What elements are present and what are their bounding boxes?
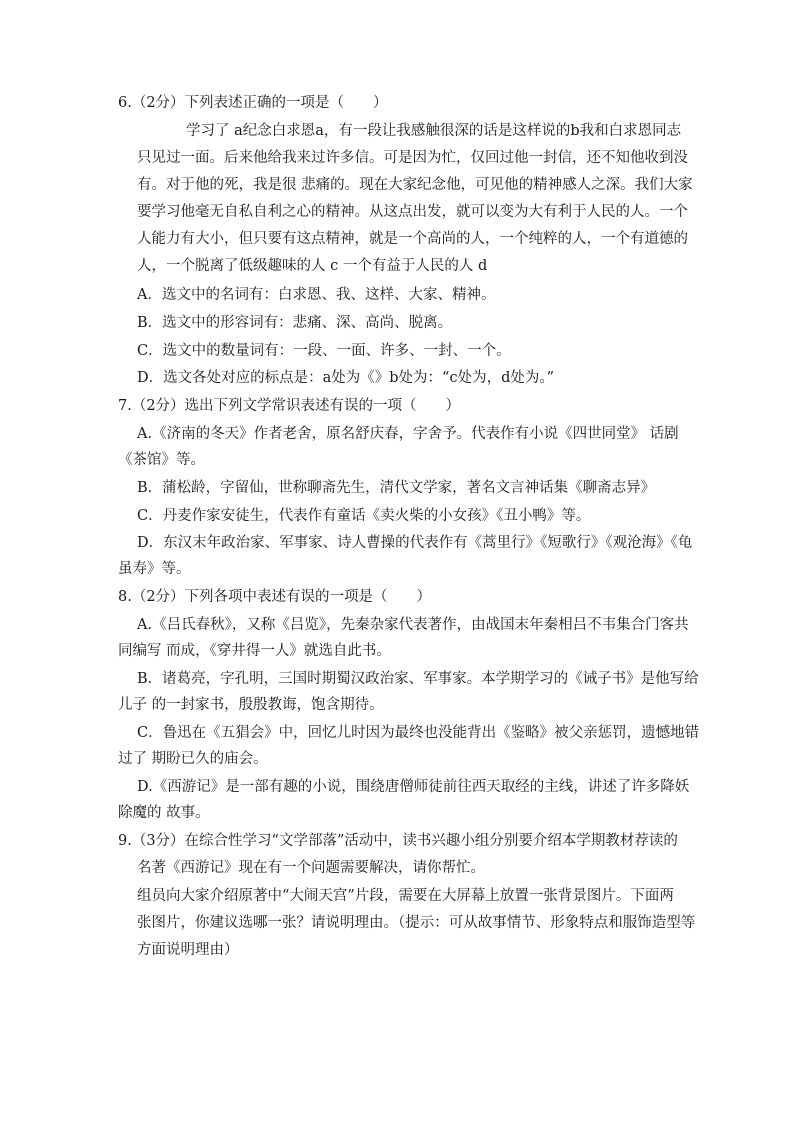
q6-passage-line: 学习了 a纪念白求恩a，有一段让我感触很深的话是这样说的b我和白求恩同志: [186, 123, 682, 139]
q8-option-a-cont: 同编写 而成，《穿井得一人》就选自此书。: [118, 643, 391, 659]
q8-option-d: D.《西游记》是一部有趣的小说，围绕唐僧师徒前往西天取经的主线，讲述了许多降妖: [137, 779, 690, 795]
q7-option-b: B．蒲松龄，字留仙，世称聊斋先生，清代文学家，著名文言神话集《聊斋志异》: [137, 480, 656, 496]
q9-header: 9.（3分）在综合性学习“文学部落”活动中，读书兴趣小组分别要介绍本学期教材荐读的: [118, 833, 678, 849]
q8-header: 8.（2分）下列各项中表述有误的一项是（ ）: [118, 589, 432, 605]
q8-option-b: B．诸葛亮，字孔明，三国时期蜀汉政治家、军事家。本学期学习的《诫子书》是他写给: [137, 671, 699, 687]
q6-option-d: D．选文各处对应的标点是：a处为《》b处为：“c处为，d处为。”: [137, 370, 555, 386]
q9-body-line: 组员向大家介绍原著中“大闹天宫”片段，需要在大屏幕上放置一张背景图片。下面两: [137, 888, 674, 904]
q6-passage-line: 要学习他毫无自私自利之心的精神。从这点出发，就可以变为大有利于人民的人。一个: [137, 204, 688, 220]
q7-option-d-cont: 虽寿》等。: [118, 561, 191, 577]
q8-option-c: C．鲁迅在《五猖会》中，回忆儿时因为最终也没能背出《鉴略》被父亲惩罚，遗憾地错: [137, 725, 700, 741]
q6-passage-line: 人能力有大小，但只要有这点精神，就是一个高尚的人，一个纯粹的人，一个有道德的: [137, 231, 688, 247]
q7-option-a-cont: 《茶馆》等。: [118, 452, 205, 468]
q8-option-c-cont: 过了 期盼已久的庙会。: [118, 751, 268, 767]
q7-option-a: A.《济南的冬天》作者老舍，原名舒庆春，字舍予。代表作有小说《四世同堂》 话剧: [137, 426, 679, 442]
q9-body-line: 方面说明理由）: [137, 942, 239, 958]
q7-option-d: D．东汉末年政治家、军事家、诗人曹操的代表作有《蒿里行》《短歌行》《观沧海》《龟: [137, 535, 693, 551]
q6-option-c: C．选文中的数量词有：一段、一面、许多、一封、一个。: [137, 343, 511, 359]
q8-option-a: A.《吕氏春秋》，又称《吕览》，先秦杂家代表著作，由战国末年秦相吕不韦集合门客共: [137, 617, 689, 633]
q6-option-b: B．选文中的形容词有：悲痛、深、高尚、脱离。: [137, 315, 453, 331]
q7-header: 7.（2分）选出下列文学常识表述有误的一项（ ）: [118, 398, 461, 414]
q8-option-b-cont: 儿子 的一封家书，殷殷教诲，饱含期待。: [118, 697, 384, 713]
q8-option-d-cont: 除魔的 故事。: [118, 805, 210, 821]
q9-body-line: 张图片，你建议选哪一张？请说明理由。（提示：可从故事情节、形象特点和服饰造型等: [137, 915, 696, 931]
q6-header: 6.（2分）下列表述正确的一项是（ ）: [118, 95, 388, 111]
q6-passage-line: 人，一个脱离了低级趣味的人 c 一个有益于人民的人 d: [137, 258, 488, 274]
q7-option-c: C．丹麦作家安徒生，代表作有童话《卖火柴的小女孩》《丑小鸭》等。: [137, 508, 591, 524]
q9-header-cont: 名著《西游记》现在有一个问题需要解决，请你帮忙。: [137, 860, 485, 876]
q6-passage-line: 只见过一面。后来他给我来过许多信。可是因为忙，仅回过他一封信，还不知他收到没: [137, 150, 688, 166]
q6-passage-line: 有。对于他的死，我是很 悲痛的。现在大家纪念他，可见他的精神感人之深。我们大家: [137, 177, 693, 193]
q6-option-a: A．选文中的名词有：白求恩、我、这样、大家、精神。: [137, 287, 496, 303]
